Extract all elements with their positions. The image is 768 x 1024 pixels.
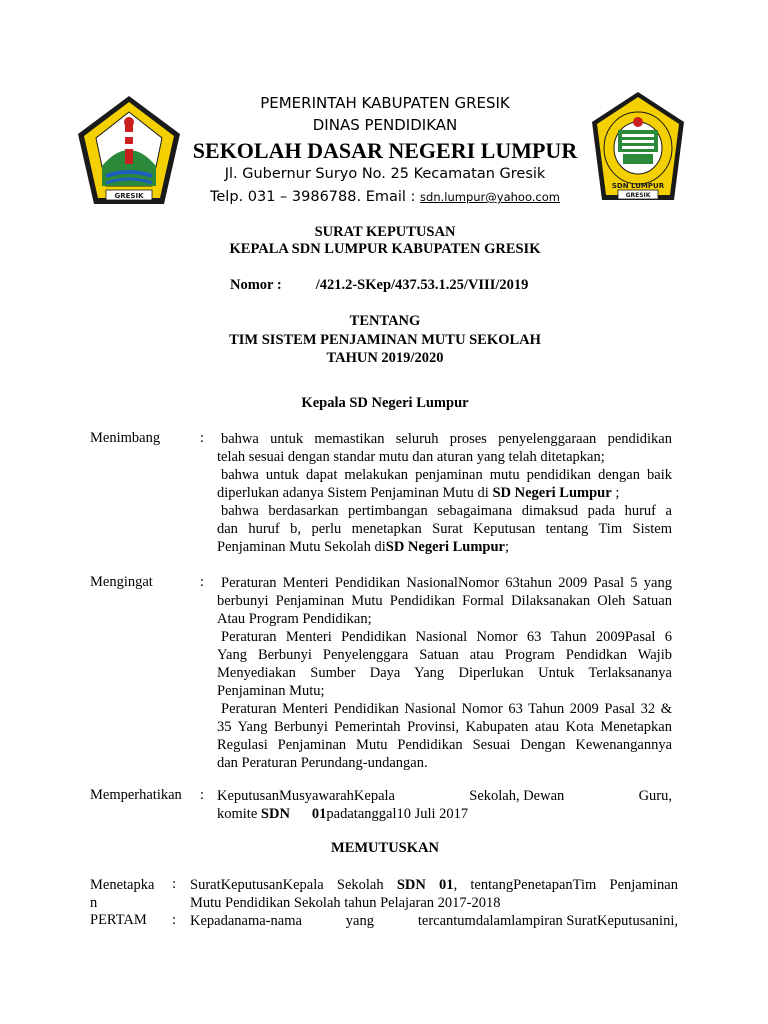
menimbang-line: bahwa untuk memastikan seluruh proses penyelenggaraan pendidikan — [221, 431, 672, 447]
pertama-line — [190, 912, 678, 930]
mengingat-line: 35 Yang Berbunyi Pemerintah Provinsi, Kabupaten atau Kota Menetapkan — [217, 719, 672, 735]
menimbang-colon: : — [200, 430, 205, 446]
kop-contact — [190, 189, 580, 205]
menetapkan-line: Mutu Pendidikan Sekolah tahun Pelajaran 2017-2018 — [190, 895, 501, 911]
logo-right-label: SDN LUMPUR — [611, 182, 665, 190]
menetapkan-label-line: n — [90, 895, 98, 911]
kop-address: Jl. Gubernur Suryo No. 25 Kecamatan Gresik — [224, 166, 546, 182]
logo-left-label: GRESIK — [114, 192, 144, 200]
menetapkan-text — [190, 876, 678, 912]
menimbang-text — [217, 430, 672, 556]
mengingat-line: Peraturan Menteri Pendidikan Nasional Nomor 63 Tahun 2009 Pasal 32 & — [221, 701, 672, 717]
mengingat-line: dan Peraturan Perundang-undangan. — [217, 755, 428, 771]
memperhatikan-colon: : — [200, 787, 205, 803]
menimbang-line: bahwa berdasarkan pertimbangan sebagaimana dimaksud pada huruf a — [221, 503, 672, 519]
menimbang-line — [217, 538, 672, 556]
pertama-label: PERTAM — [90, 912, 147, 928]
pertama-colon: : — [172, 912, 177, 928]
pertama-text — [190, 912, 678, 930]
mengingat-line: Penjaminan Mutu; — [217, 683, 325, 699]
menimbang-label: Menimbang — [90, 430, 161, 446]
memperhatikan-label: Memperhatikan — [90, 787, 182, 803]
nomor-label: Nomor : — [230, 277, 282, 293]
memperhatikan-word: Sekolah, Dewan — [469, 788, 565, 804]
nomor-value: /421.2-SKep/437.53.1.25/VIII/2019 — [315, 277, 529, 293]
pertama-word: tercantumdalamlampiran SuratKeputusanini, — [417, 913, 678, 929]
decree-title: SURAT KEPUTUSAN — [314, 224, 456, 240]
logo-right-bottom: GRESIK — [625, 192, 651, 199]
memperhatikan-word: Guru, — [638, 788, 672, 804]
kop-department: DINAS PENDIDIKAN — [312, 116, 458, 134]
sdn-lumpur-logo — [588, 90, 688, 212]
decree-head: Kepala SD Negeri Lumpur — [301, 395, 469, 411]
memperhatikan-word: KeputusanMusyawarahKepala — [217, 788, 395, 804]
mengingat-line: Regulasi Penjaminan Mutu Pendidikan Sesuai Dengan Kewenangannya — [217, 737, 672, 753]
mengingat-line: berbunyi Penjaminan Mutu Pendidikan Formal Dilaksanakan Oleh Satuan — [217, 593, 672, 609]
pertama-word: yang — [345, 913, 374, 929]
menetapkan-text-part: , tentangPenetapanTim Penjaminan — [453, 877, 678, 893]
kop-government: PEMERINTAH KABUPATEN GRESIK — [260, 94, 510, 112]
decree-issuer: KEPALA SDN LUMPUR KABUPATEN GRESIK — [229, 241, 541, 257]
kop-email: sdn.lumpur@yahoo.com — [420, 190, 560, 204]
school-name-bold: SD Negeri Lumpur — [492, 485, 612, 501]
memperhatikan-text-part: komite — [217, 806, 261, 822]
decree-subject: TIM SISTEM PENJAMINAN MUTU SEKOLAH — [229, 332, 541, 348]
menetapkan-label-line: Menetapka — [90, 877, 155, 893]
menetapkan-line — [190, 876, 678, 894]
menimbang-line — [217, 484, 672, 502]
decree-year: TAHUN 2019/2020 — [326, 350, 444, 366]
school-name-bold: SD Negeri Lumpur — [385, 539, 505, 555]
mengingat-line: Peraturan Menteri Pendidikan NasionalNomor 63tahun 2009 Pasal 5 yang — [221, 575, 672, 591]
decree-number — [230, 277, 528, 294]
kop-phone: Telp. 031 – 3986788. Email : — [209, 189, 421, 205]
menetapkan-colon: : — [172, 876, 177, 892]
sdn-number-bold: 01 — [311, 806, 327, 822]
menimbang-line: telah sesuai dengan standar mutu dan aturan yang telah ditetapkan; — [217, 449, 605, 465]
memutuskan-heading: MEMUTUSKAN — [331, 840, 439, 856]
mengingat-line: Peraturan Menteri Pendidikan Nasional Nomor 63 Tahun 2009Pasal 6 — [221, 629, 672, 645]
mengingat-line: Atau Program Pendidikan; — [217, 611, 372, 627]
menetapkan-label — [90, 876, 154, 912]
menetapkan-text-part: SuratKeputusanKepala Sekolah — [190, 877, 397, 893]
mengingat-line: Yang Berbunyi Penyelenggara Satuan atau Program Pendidkan Wajib — [217, 647, 672, 663]
kop-school-name: SEKOLAH DASAR NEGERI LUMPUR — [192, 138, 578, 163]
memperhatikan-text — [217, 787, 672, 823]
mengingat-text — [217, 574, 672, 772]
pertama-word: Kepadanama-nama — [190, 913, 302, 929]
mengingat-colon: : — [200, 574, 205, 590]
menimbang-text-part: diperlukan adanya Sistem Penjaminan Mutu di — [217, 485, 493, 501]
menimbang-line: dan huruf b, perlu menetapkan Surat Keputusan tentang Tim Sistem — [217, 521, 672, 537]
gresik-regency-logo — [76, 94, 182, 212]
mengingat-label: Mengingat — [90, 574, 153, 590]
memperhatikan-line — [217, 805, 672, 823]
menimbang-text-part: ; — [611, 485, 620, 501]
memperhatikan-text-part: padatanggal10 Juli 2017 — [326, 806, 469, 822]
memperhatikan-line — [217, 787, 672, 805]
menimbang-text-part: Penjaminan Mutu Sekolah di — [217, 539, 386, 555]
sdn-bold: SDN — [260, 806, 290, 822]
sdn-bold: SDN 01 — [396, 877, 454, 893]
menimbang-line: bahwa untuk dapat melakukan penjaminan mutu pendidikan dengan baik — [221, 467, 672, 483]
menimbang-text-part: ; — [504, 539, 510, 555]
mengingat-line: Menyediakan Sumber Daya Yang Diperlukan Untuk Terlaksananya — [217, 665, 672, 681]
tentang-label: TENTANG — [349, 313, 421, 329]
